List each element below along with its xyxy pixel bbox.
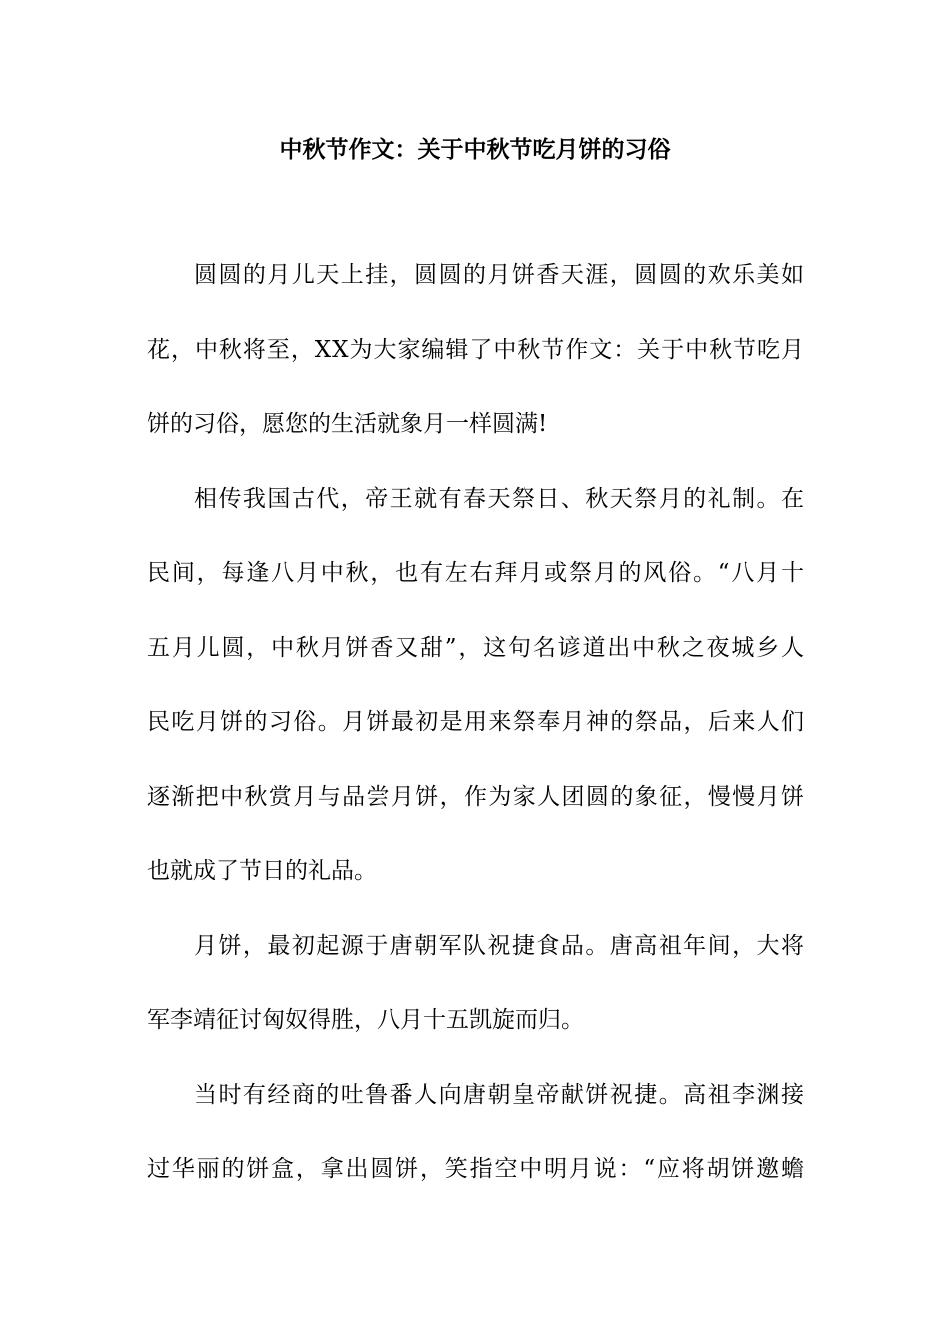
text-line: 相传我国古代，帝王就有春天祭日、秋天祭月的礼制。在 [194,486,806,512]
text-line: 花，中秋将至，XX为大家编辑了中秋节作文：关于中秋节吃月 [147,337,805,363]
text-line: 也就成了节日的礼品。 [147,858,377,884]
text-line: 五月儿圆，中秋月饼香又甜”，这句名谚道出中秋之夜城乡人 [147,635,806,661]
text-line: 军李靖征讨匈奴得胜，八月十五凯旋而归。 [147,1007,584,1033]
text-line: 圆圆的月儿天上挂，圆圆的月饼香天涯，圆圆的欢乐美如 [194,262,806,288]
text-line: 民间，每逢八月中秋，也有左右拜月或祭月的风俗。“八月十 [147,560,806,586]
text-line: 逐渐把中秋赏月与品尝月饼，作为家人团圆的象征，慢慢月饼 [147,784,806,810]
text-line: 月饼，最初起源于唐朝军队祝捷食品。唐高祖年间，大将 [194,933,806,959]
text-line: 过华丽的饼盒，拿出圆饼，笑指空中明月说：“应将胡饼邀蟾 [147,1156,806,1182]
text-line: 民吃月饼的习俗。月饼最初是用来祭奉月神的祭品，后来人们 [147,709,806,735]
text-line: 饼的习俗，愿您的生活就象月一样圆满! [147,411,548,437]
document-title: 中秋节作文：关于中秋节吃月饼的习俗 [279,137,671,163]
text-line: 当时有经商的吐鲁番人向唐朝皇帝献饼祝捷。高祖李渊接 [194,1082,806,1108]
